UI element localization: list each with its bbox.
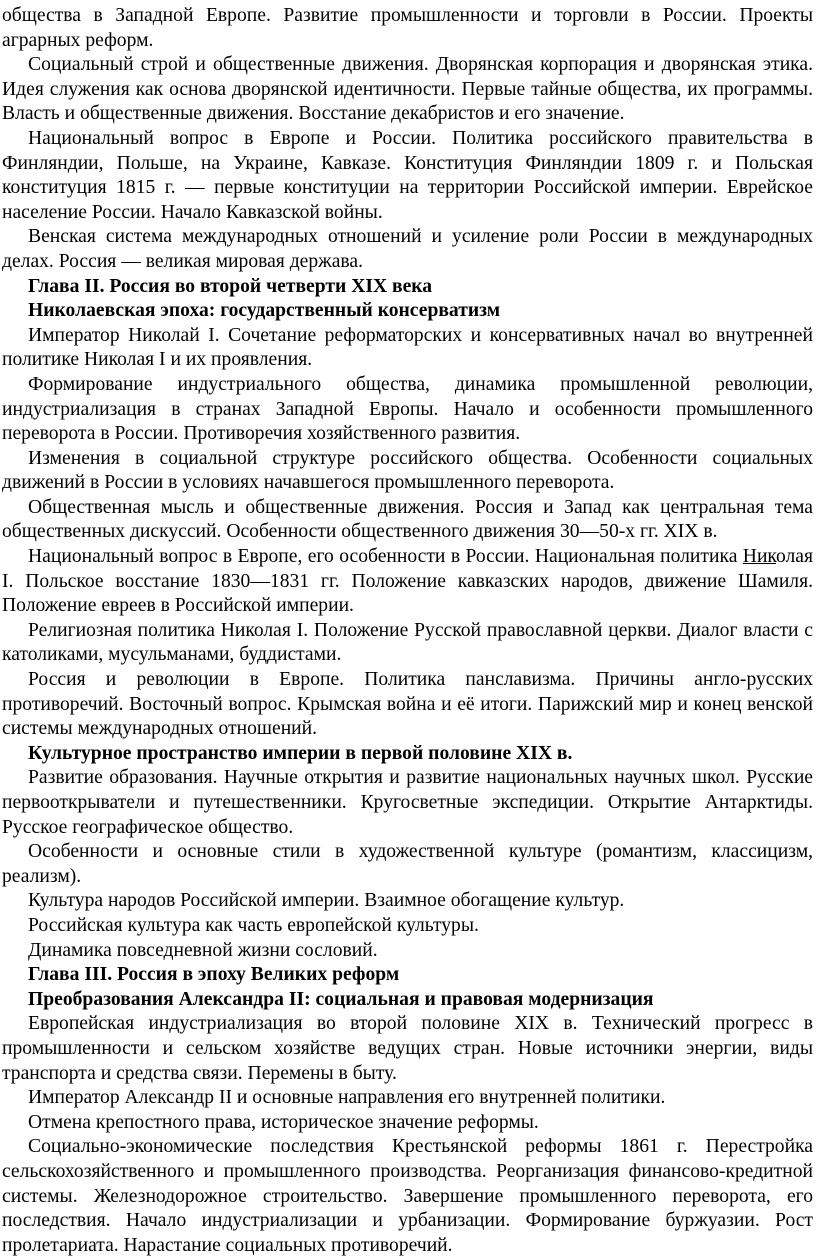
paragraph: Император Александр II и основные направления его внутренней политики. bbox=[28, 1087, 666, 1109]
paragraph: Российская культура как часть европейской культуры. bbox=[28, 914, 479, 936]
paragraph: Национальный вопрос в Европе и России. Политика российского правительства в Финляндии, Польше, на Украине, Кавказе. Конституция Финляндии 1809 г. и Польская конституция 1815 г. — первые конституции на территории Российской империи. Еврейское население России. Начало Кавказской войны. bbox=[2, 127, 813, 223]
paragraph: Венская система международных отношений и усиление роли России в международных делах. Россия — великая мировая держава. bbox=[2, 226, 813, 272]
paragraph: Император Николай I. Сочетание реформаторских и консервативных начал во внутренней политике Николая I и их проявления. bbox=[2, 324, 813, 371]
paragraph-text-rest: олая I. Польское восстание 1830—1831 гг. Положение кавказских народов, движение Шамиля. Положение евреев в Российской империи. bbox=[2, 546, 813, 617]
paragraph: Культура народов Российской империи. Взаимное обогащение культур. bbox=[28, 890, 625, 912]
paragraph bbox=[2, 545, 813, 619]
paragraph: Развитие образования. Научные открытия и развитие национальных научных школ. Русские первооткрыватели и путешественники. Кругосветные экспедиции. Открытие Антарктиды. Русское географическое общество. bbox=[2, 767, 813, 838]
paragraph: Общественная мысль и общественные движения. Россия и Запад как центральная тема общественных дискуссий. Особенности общественного движения 30—50-х гг. XIX в. bbox=[2, 496, 813, 543]
paragraph: Россия и революции в Европе. Политика панславизма. Причины англо-русских противоречий. Восточный вопрос. Крымская война и её итоги. Парижский мир и конец венской системы международных отношений. bbox=[2, 669, 813, 740]
paragraph: общества в Западной Европе. Развитие промышленности и торговли в России. Проекты аграрных реформ. bbox=[2, 5, 813, 51]
paragraph: Социально-экономические последствия Крестьянской реформы 1861 г. Перестройка сельскохозяйственного и промышленного производства. Реорганизация финансово-кредитной системы. Железнодорожное строительство. Завершение промышленного переворота, его последствия. Начало индустриализации и урбанизации. Формирование буржуазии. Рост пролетариата. Нарастание социальных противоречий. bbox=[2, 1136, 813, 1256]
paragraph: Динамика повседневной жизни сословий. bbox=[28, 939, 378, 961]
paragraph: Особенности и основные стили в художественной культуре (романтизм, классицизм, реализм). bbox=[2, 841, 813, 887]
paragraph: Изменения в социальной структуре российского общества. Особенности социальных движений в России в условиях начавшегося промышленного переворота. bbox=[2, 447, 813, 494]
chapter-heading: Глава III. Россия в эпоху Великих реформ bbox=[28, 964, 400, 986]
section-heading: Культурное пространство империи в первой половине XIX в. bbox=[28, 742, 573, 764]
paragraph: Отмена крепостного права, историческое значение реформы. bbox=[28, 1111, 539, 1133]
underlined-text: Ник bbox=[742, 546, 776, 568]
chapter-heading: Глава II. Россия во второй четверти XIX века bbox=[28, 275, 433, 297]
paragraph: Социальный строй и общественные движения. Дворянская корпорация и дворянская этика. Идея служения как основа дворянской идентичности. Первые тайные общества, их программы. Власть и общественные движения. Восстание декабристов и его значение. bbox=[2, 54, 813, 125]
section-heading: Николаевская эпоха: государственный консерватизм bbox=[28, 300, 501, 322]
paragraph: Европейская индустриализация во второй половине XIX в. Технический прогресс в промышленности и сельском хозяйстве ведущих стран. Новые источники энергии, виды транспорта и средства связи. Перемены в быту. bbox=[2, 1013, 813, 1084]
section-heading: Преобразования Александра II: социальная и правовая модернизация bbox=[28, 988, 654, 1010]
paragraph: Религиозная политика Николая I. Положение Русской православной церкви. Диалог власти с католиками, мусульманами, буддистами. bbox=[2, 619, 813, 666]
paragraph-text-start: Национальный вопрос в Европе, его особенности в России. Национальная политика bbox=[28, 546, 743, 568]
paragraph: Формирование индустриального общества, динамика промышленной революции, индустриализация в странах Западной Европы. Начало и особенности промышленного переворота в России. Противоречия хозяйственного развития. bbox=[2, 373, 813, 445]
